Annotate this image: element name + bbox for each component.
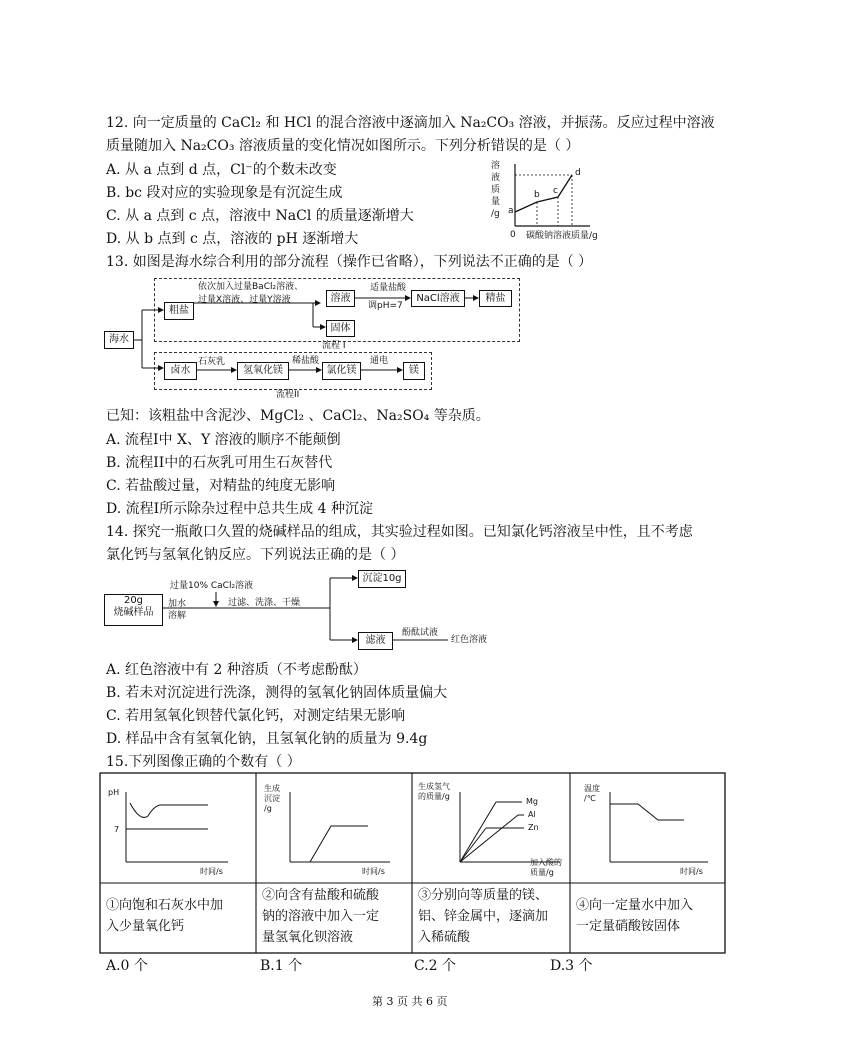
q14-label-ops: 过滤、洗涤、干燥 <box>228 598 301 608</box>
q13-option-b: B. 流程II中的石灰乳可用生石灰替代 <box>106 455 333 471</box>
q15-g3-label-zn: Zn <box>528 823 539 832</box>
q13-box-mg: 镁 <box>403 362 425 380</box>
q12-graph-origin: 0 <box>510 230 516 240</box>
q14-stem-line1: 14. 探究一瓶敞口久置的烧碱样品的组成，其实验过程如图。已知氯化钙溶液呈中性，且不考虑 <box>106 524 693 540</box>
q13-box-brine: 卤水 <box>164 362 197 380</box>
q14-option-b: B. 若未对沉淀进行洗涤，测得的氢氧化钠固体质量偏大 <box>106 685 448 701</box>
q12-stem-line1: 12. 向一定质量的 CaCl₂ 和 HCl 的混合溶液中逐滴加入 Na₂CO₃ 溶液，并振荡。反应过程中溶液 <box>106 115 715 131</box>
q15-g2-ylabel: 生成 沉淀 /g <box>264 784 280 813</box>
q15-g1-ylabel: pH <box>108 788 120 797</box>
q12-option-c: C. 从 a 点到 c 点，溶液中 NaCl 的质量逐渐增大 <box>106 208 414 224</box>
q13-box-mgcl: 氯化镁 <box>322 362 361 380</box>
q13-label-flow2: 流程II <box>276 390 300 400</box>
q13-option-c: C. 若盐酸过量，对精盐的纯度无影响 <box>106 478 336 494</box>
q15-g4-ylabel: 温度 /℃ <box>584 784 600 803</box>
q14-label-red: 红色溶液 <box>451 635 488 645</box>
q14-stem-line2: 氯化钙与氢氧化钠反应。下列说法正确的是（ ） <box>106 547 405 563</box>
q15-option-a: A.0 个 <box>106 958 148 974</box>
q13-box-fine-salt: 精盐 <box>479 290 512 307</box>
q12-point-b: b <box>534 190 540 200</box>
q13-known: 已知：该粗盐中含泥沙、MgCl₂ 、CaCl₂、Na₂SO₄ 等杂质。 <box>106 408 490 424</box>
q13-option-a: A. 流程I中 X、Y 溶液的顺序不能颠倒 <box>106 432 341 448</box>
q13-box-crude-salt: 粗盐 <box>164 302 194 320</box>
q13-step2-line2: 调pH=7 <box>368 301 403 311</box>
q15-g3-xlabel: 加入酸的 质量/g <box>530 858 562 877</box>
q15-desc-3: ③分别向等质量的镁、 铝、锌金属中，逐滴加 入稀硫酸 <box>418 888 549 945</box>
q13-label-hcl: 稀盐酸 <box>292 356 320 366</box>
q13-label-flow1: 流程 I <box>322 341 346 351</box>
q13-stem: 13. 如图是海水综合利用的部分流程（操作已省略），下列说法不正确的是（ ） <box>106 254 593 270</box>
q12-option-d: D. 从 b 点到 c 点，溶液的 pH 逐渐增大 <box>106 231 359 247</box>
q13-box-nacl: NaCl溶液 <box>411 290 465 307</box>
q14-label-water: 加水 溶解 <box>168 599 187 621</box>
q12-point-d: d <box>575 168 581 178</box>
q13-label-electrolysis: 通电 <box>370 356 389 366</box>
q15-g1-xlabel: 时间/s <box>200 867 223 876</box>
q13-box-solution: 溶液 <box>326 290 355 307</box>
q15-option-c: C.2 个 <box>414 958 457 974</box>
q12-graph-xlabel: 碳酸钠溶液质量/g <box>526 231 598 241</box>
q14-box-filtrate: 滤液 <box>358 632 393 650</box>
q12-option-b: B. bc 段对应的实验现象是有沉淀生成 <box>106 185 343 201</box>
q15-stem: 15.下列图像正确的个数有（ ） <box>106 754 301 770</box>
q14-option-a: A. 红色溶液中有 2 种溶质（不考虑酚酞） <box>106 662 367 678</box>
q13-step1-line1: 依次加入过量BaCl₂溶液、 <box>198 282 304 292</box>
q14-option-d: D. 样品中含有氢氧化钠，且氢氧化钠的质量为 9.4g <box>106 731 428 747</box>
q13-label-lime: 石灰乳 <box>198 357 226 367</box>
q13-option-d: D. 流程I所示除杂过程中总共生成 4 种沉淀 <box>106 501 373 517</box>
q13-box-solid: 固体 <box>326 320 355 337</box>
q15-g2-xlabel: 时间/s <box>362 867 385 876</box>
q13-step2-line1: 适量盐酸 <box>370 283 407 293</box>
q15-desc-4: ④向一定量水中加入 一定量硝酸铵固体 <box>576 898 694 934</box>
q12-option-a: A. 从 a 点到 d 点，Cl⁻的个数未改变 <box>106 162 337 178</box>
q13-box-mgoh: 氢氧化镁 <box>237 362 289 380</box>
page-footer: 第 3 页 共 6 页 <box>372 995 448 1008</box>
q13-step1-line2: 过量X溶液、过量Y溶液 <box>198 295 291 305</box>
q14-option-c: C. 若用氢氧化钡替代氯化钙，对测定结果无影响 <box>106 708 406 724</box>
q14-label-phenol: 酚酞试液 <box>402 628 439 638</box>
q14-box-sample: 20g 烧碱样品 <box>104 594 163 626</box>
q15-g3-label-mg: Mg <box>526 797 538 806</box>
q12-stem-line2: 质量随加入 Na₂CO₃ 溶液质量的变化情况如图所示。下列分析错误的是（ ） <box>106 138 580 154</box>
q15-desc-1: ①向饱和石灰水中加 入少量氧化钙 <box>106 898 224 934</box>
q14-box-precipitate: 沉淀10g <box>358 570 406 588</box>
q12-point-c: c <box>553 186 558 196</box>
q15-desc-2: ②向含有盐酸和硫酸 钠的溶液中加入一定 量氢氧化钡溶液 <box>262 888 380 945</box>
q12-point-a: a <box>508 206 514 216</box>
q15-g3-label-al: Al <box>528 810 536 819</box>
q15-g1-tick7: 7 <box>114 825 120 834</box>
q13-box-seawater: 海水 <box>104 331 134 349</box>
q15-g3-ylabel: 生成氢气 的质量/g <box>418 782 450 801</box>
q14-label-cacl2: 过量10% CaCl₂溶液 <box>170 581 254 591</box>
q15-option-b: B.1 个 <box>260 958 303 974</box>
q15-g4-xlabel: 时间/s <box>680 867 703 876</box>
q15-option-d: D.3 个 <box>550 958 593 974</box>
q12-graph-ylabel: 溶 液 质 量 /g <box>491 161 501 219</box>
